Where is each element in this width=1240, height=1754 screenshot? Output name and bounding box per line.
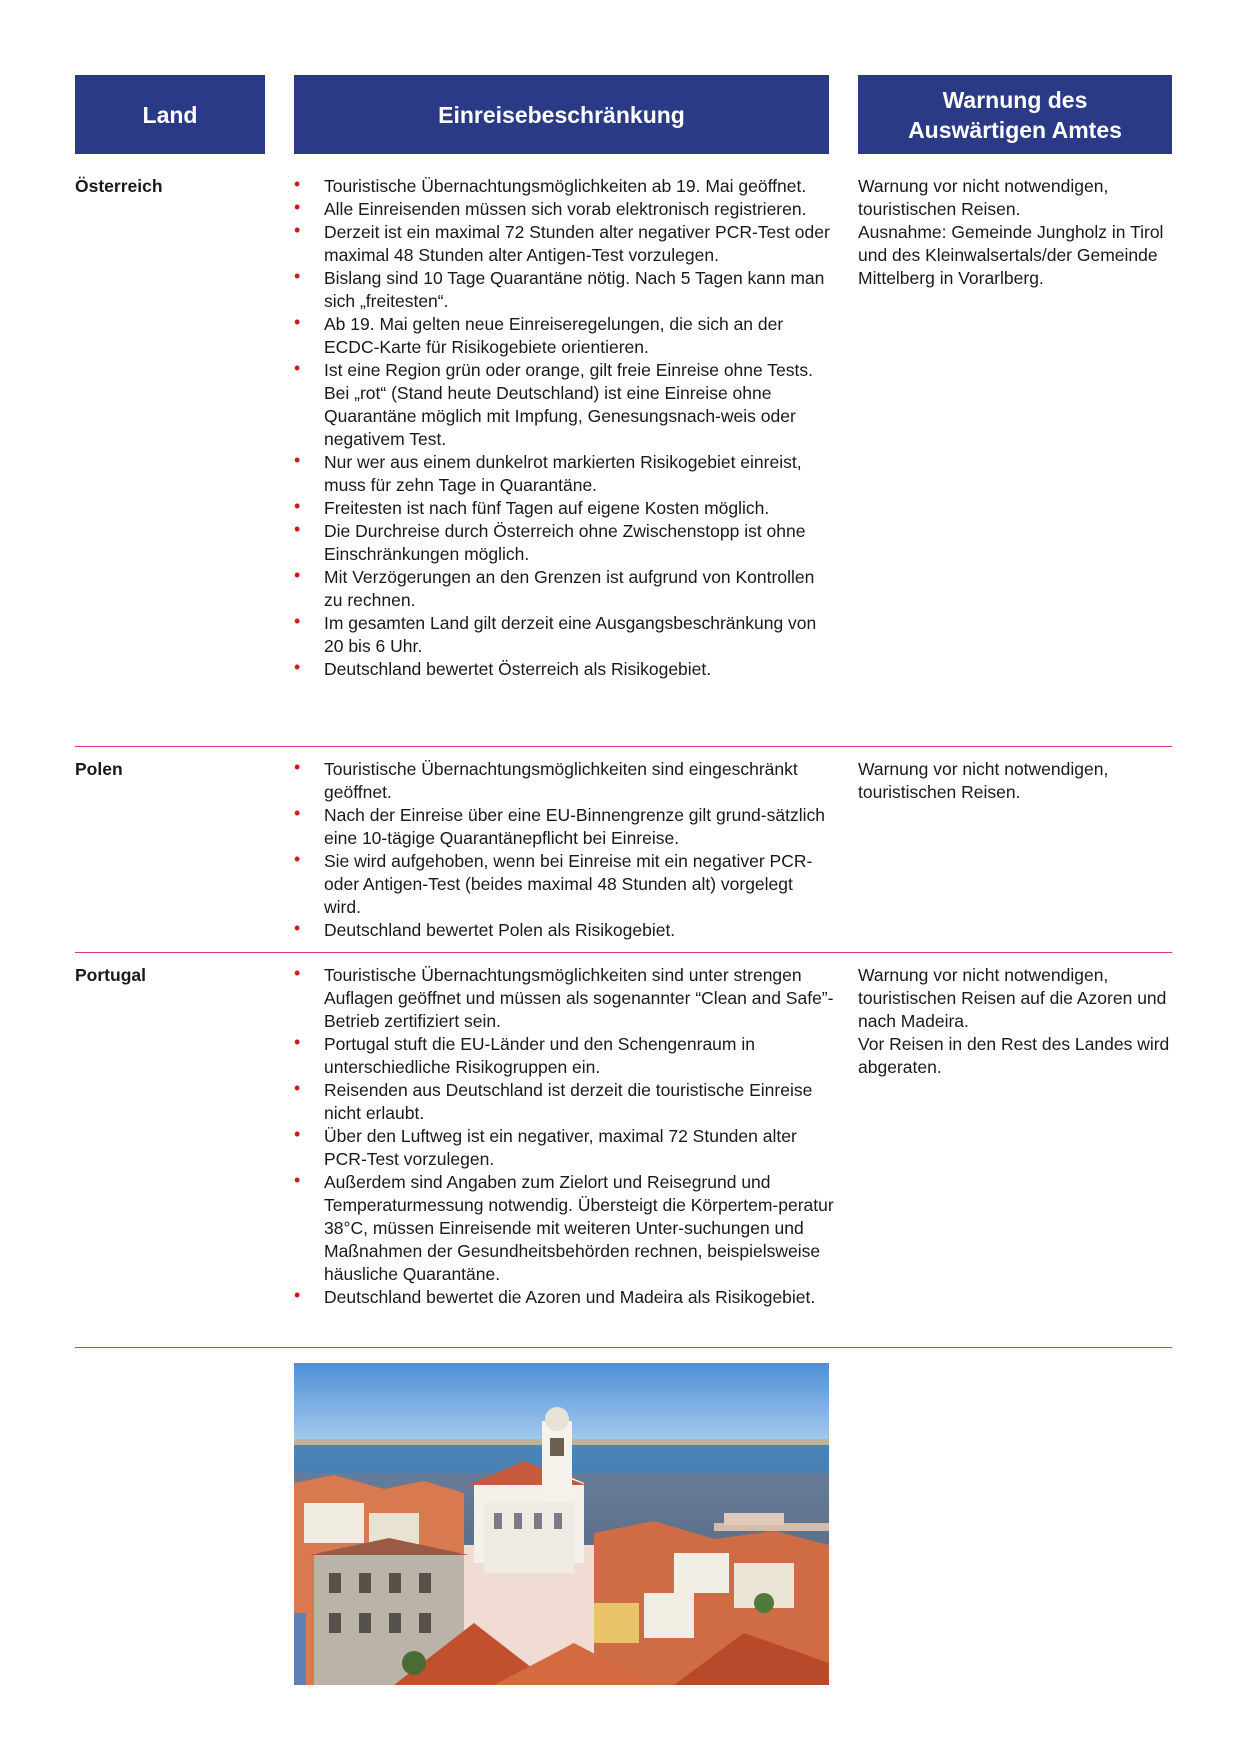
restriction-item: • Touristische Übernachtungsmöglichkeiten ab 19. Mai geöffnet. [294,175,834,198]
warning-line: Ausnahme: Gemeinde Jungholz in Tirol und des Kleinwalsertals/der Gemeinde Mittelberg in Vorarlberg. [858,222,1164,288]
restriction-list [294,964,834,1309]
restriction-item: • Touristische Übernachtungsmöglichkeiten sind eingeschränkt geöffnet. [294,758,834,804]
restriction-item: • Sie wird aufgehoben, wenn bei Einreise mit ein negativer PCR- oder Antigen-Test (beides maximal 48 Stunden alt) vorgelegt wird. [294,850,834,919]
restriction-list [294,175,834,681]
header-warnung-line1: Warnung des [942,86,1088,113]
restriction-item: • Reisenden aus Deutschland ist derzeit die touristische Einreise nicht erlaubt. [294,1079,834,1125]
header-warnung [858,75,1172,154]
warning-text [858,758,1178,804]
header-einreise-label: Einreisebeschränkung [438,101,685,128]
warning-text [858,964,1178,1079]
restriction-item: • Die Durchreise durch Österreich ohne Zwischenstopp ist ohne Einschränkungen möglich. [294,520,834,566]
warning-line: Warnung vor nicht notwendigen, touristischen Reisen auf die Azoren und nach Madeira. [858,965,1167,1031]
header-warnung-line2: Auswärtigen Amtes [908,116,1122,143]
restriction-item: • Portugal stuft die EU-Länder und den Schengenraum in unterschiedliche Risikogruppen ein. [294,1033,834,1079]
header-land [75,75,265,154]
warning-text [858,175,1178,290]
country-name: Polen [75,759,123,779]
restriction-list [294,758,834,942]
row-separator [75,952,1172,953]
restriction-item: • Über den Luftweg ist ein negativer, maximal 72 Stunden alter PCR-Test vorzulegen. [294,1125,834,1171]
lisbon-photo [294,1363,829,1685]
restriction-item: • Derzeit ist ein maximal 72 Stunden alter negativer PCR-Test oder maximal 48 Stunden alter Antigen-Test vorzulegen. [294,221,834,267]
restriction-item: • Deutschland bewertet Polen als Risikogebiet. [294,919,834,942]
warning-line: Warnung vor nicht notwendigen, touristischen Reisen. [858,176,1109,219]
restriction-item: • Ab 19. Mai gelten neue Einreiseregelungen, die sich an der ECDC-Karte für Risikogebiete orientieren. [294,313,834,359]
restriction-item: • Außerdem sind Angaben zum Zielort und Reisegrund und Temperaturmessung notwendig. Übersteigt die Körpertem-peratur 38°C, müssen Einreisende mit weiteren Unter-suchungen und Maßnahmen der Gesundheitsbehörden rechnen, beispielsweise häusliche Quarantäne. [294,1171,834,1286]
restriction-item: • Alle Einreisenden müssen sich vorab elektronisch registrieren. [294,198,834,221]
restriction-item: • Deutschland bewertet die Azoren und Madeira als Risikogebiet. [294,1286,834,1309]
restriction-item: • Touristische Übernachtungsmöglichkeiten sind unter strengen Auflagen geöffnet und müssen als sogenannter “Clean and Safe”-Betrieb zertifiziert sein. [294,964,834,1033]
warning-line: Warnung vor nicht notwendigen, touristischen Reisen. [858,759,1109,802]
header-einreise [294,75,829,154]
restriction-item: • Im gesamten Land gilt derzeit eine Ausgangsbeschränkung von 20 bis 6 Uhr. [294,612,834,658]
restriction-item: • Bislang sind 10 Tage Quarantäne nötig. Nach 5 Tagen kann man sich „freitesten“. [294,267,834,313]
header-land-label: Land [142,101,198,128]
row-separator [75,1347,1172,1348]
country-name: Portugal [75,965,146,985]
restriction-item: • Nur wer aus einem dunkelrot markierten Risikogebiet einreist, muss für zehn Tage in Quarantäne. [294,451,834,497]
restriction-item: • Nach der Einreise über eine EU-Binnengrenze gilt grund-sätzlich eine 10-tägige Quarantänepflicht bei Einreise. [294,804,834,850]
row-separator [75,746,1172,747]
restriction-item: • Deutschland bewertet Österreich als Risikogebiet. [294,658,834,681]
country-name: Österreich [75,176,163,196]
restriction-item: • Ist eine Region grün oder orange, gilt freie Einreise ohne Tests. Bei „rot“ (Stand heute Deutschland) ist eine Einreise ohne Quarantäne möglich mit Impfung, Genesungsnach-weis oder negativem Test. [294,359,834,451]
restriction-item: • Mit Verzögerungen an den Grenzen ist aufgrund von Kontrollen zu rechnen. [294,566,834,612]
restriction-item: • Freitesten ist nach fünf Tagen auf eigene Kosten möglich. [294,497,834,520]
warning-line: Vor Reisen in den Rest des Landes wird abgeraten. [858,1034,1170,1077]
